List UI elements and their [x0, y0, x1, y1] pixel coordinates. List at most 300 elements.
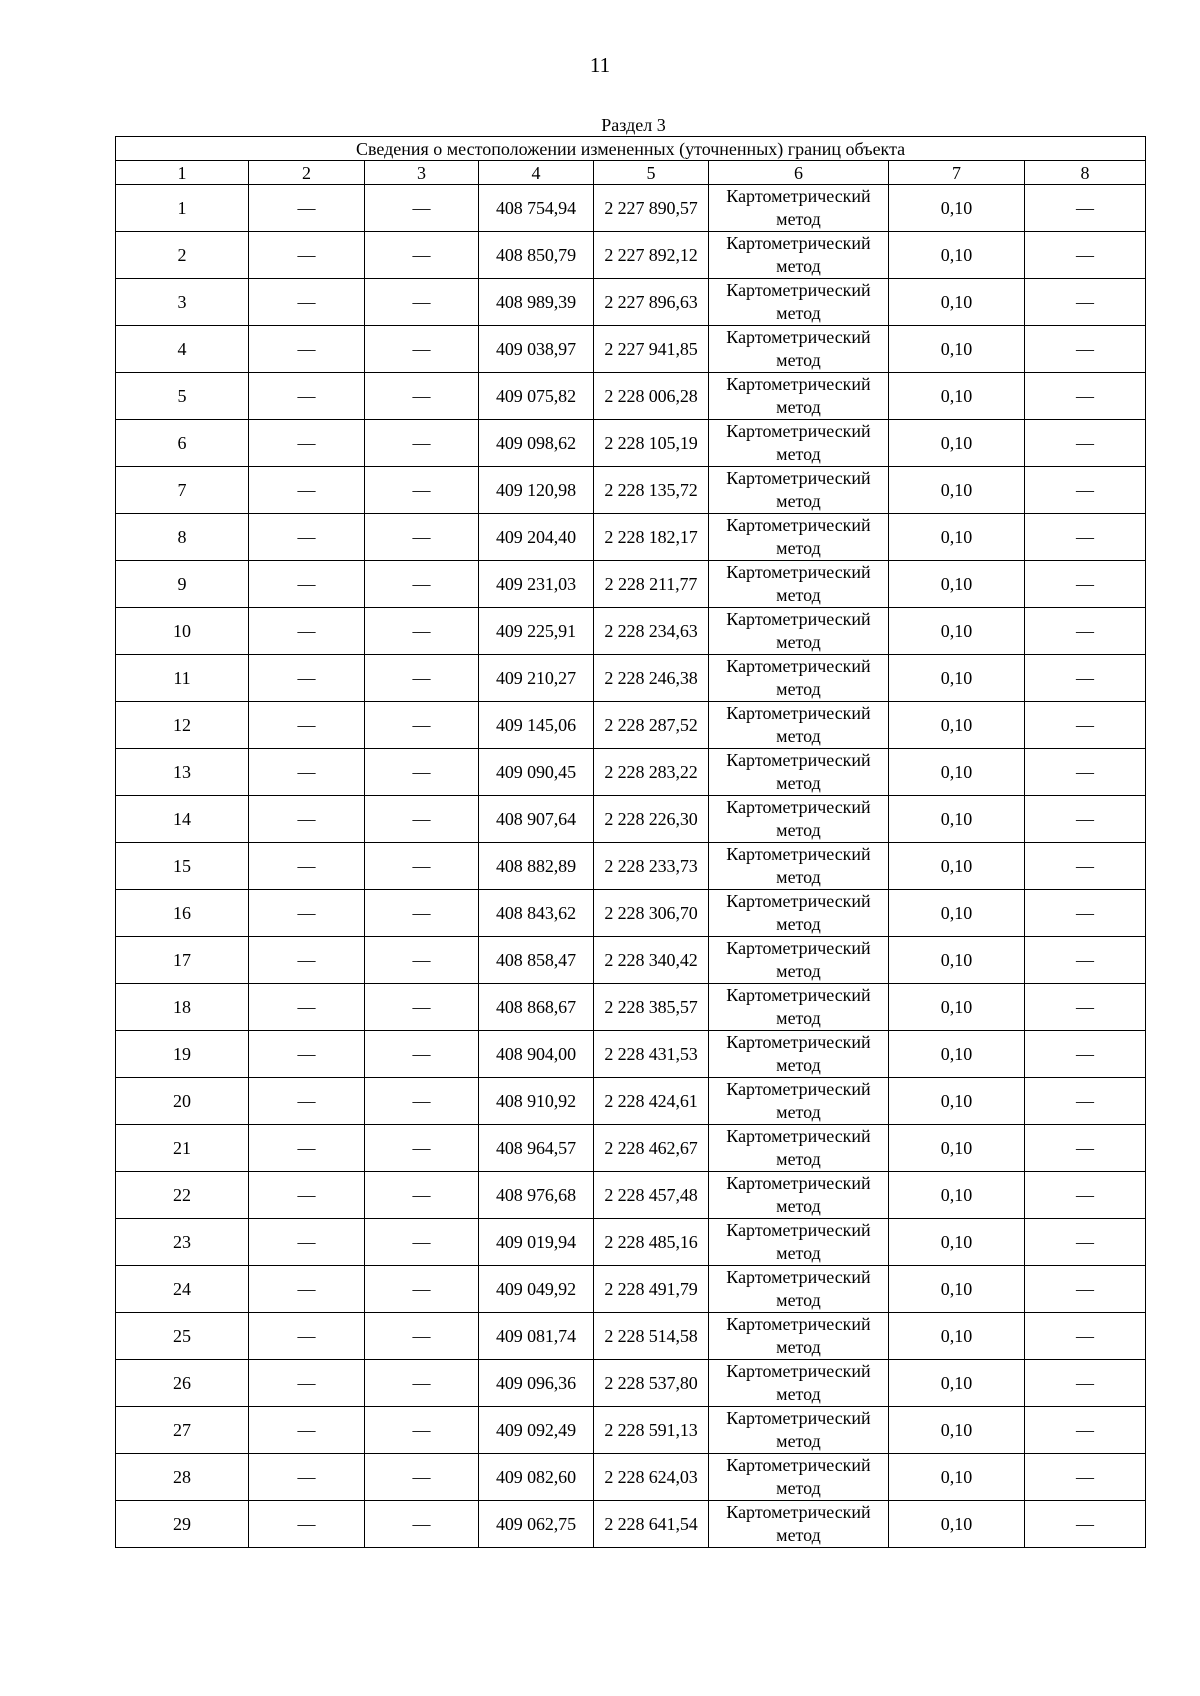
column-3-cell: —	[365, 1313, 479, 1360]
method-label-line1: Картометрический	[726, 1502, 871, 1522]
method-label-line2: метод	[776, 1290, 821, 1310]
column-3-cell: —	[365, 702, 479, 749]
method-cell	[709, 1172, 889, 1219]
table-row	[116, 1219, 1146, 1266]
column-2-cell: —	[249, 702, 365, 749]
accuracy-cell: 0,10	[889, 1219, 1025, 1266]
column-3-cell: —	[365, 608, 479, 655]
column-3-cell: —	[365, 1219, 479, 1266]
y-coordinate-cell: 2 228 385,57	[594, 984, 709, 1031]
method-label-line1: Картометрический	[726, 1267, 871, 1287]
column-2-cell: —	[249, 420, 365, 467]
method-label-line1: Картометрический	[726, 1079, 871, 1099]
accuracy-cell: 0,10	[889, 326, 1025, 373]
method-cell	[709, 984, 889, 1031]
method-label-line1: Картометрический	[726, 186, 871, 206]
method-label-line2: метод	[776, 1149, 821, 1169]
column-3-cell: —	[365, 467, 479, 514]
method-cell	[709, 514, 889, 561]
y-coordinate-cell: 2 228 105,19	[594, 420, 709, 467]
method-cell	[709, 1078, 889, 1125]
point-number-cell: 18	[116, 984, 249, 1031]
method-label-line2: метод	[776, 1102, 821, 1122]
column-8-cell: —	[1025, 1219, 1146, 1266]
column-8-cell: —	[1025, 1454, 1146, 1501]
point-number-cell: 23	[116, 1219, 249, 1266]
method-label-line2: метод	[776, 491, 821, 511]
method-label-line1: Картометрический	[726, 233, 871, 253]
accuracy-cell: 0,10	[889, 608, 1025, 655]
column-header-7: 7	[889, 161, 1025, 185]
method-cell	[709, 702, 889, 749]
accuracy-cell: 0,10	[889, 984, 1025, 1031]
y-coordinate-cell: 2 228 283,22	[594, 749, 709, 796]
point-number-cell: 19	[116, 1031, 249, 1078]
method-label-line1: Картометрический	[726, 1220, 871, 1240]
method-label-line2: метод	[776, 632, 821, 652]
method-label-line2: метод	[776, 1055, 821, 1075]
point-number-cell: 16	[116, 890, 249, 937]
method-label-line1: Картометрический	[726, 938, 871, 958]
point-number-cell: 20	[116, 1078, 249, 1125]
table-row	[116, 749, 1146, 796]
x-coordinate-cell: 409 019,94	[479, 1219, 594, 1266]
y-coordinate-cell: 2 228 006,28	[594, 373, 709, 420]
column-8-cell: —	[1025, 232, 1146, 279]
method-cell	[709, 937, 889, 984]
column-2-cell: —	[249, 1501, 365, 1548]
y-coordinate-cell: 2 227 892,12	[594, 232, 709, 279]
method-cell	[709, 655, 889, 702]
method-cell	[709, 373, 889, 420]
method-label-line2: метод	[776, 397, 821, 417]
accuracy-cell: 0,10	[889, 890, 1025, 937]
boundary-coordinates-table	[115, 136, 1146, 1548]
accuracy-cell: 0,10	[889, 1172, 1025, 1219]
point-number-cell: 10	[116, 608, 249, 655]
y-coordinate-cell: 2 227 890,57	[594, 185, 709, 232]
y-coordinate-cell: 2 228 491,79	[594, 1266, 709, 1313]
table-row	[116, 1407, 1146, 1454]
method-cell	[709, 890, 889, 937]
column-3-cell: —	[365, 420, 479, 467]
method-label-line1: Картометрический	[726, 797, 871, 817]
method-label-line2: метод	[776, 256, 821, 276]
column-2-cell: —	[249, 1125, 365, 1172]
method-label-line2: метод	[776, 1384, 821, 1404]
column-8-cell: —	[1025, 1031, 1146, 1078]
method-label-line2: метод	[776, 1008, 821, 1028]
column-8-cell: —	[1025, 373, 1146, 420]
column-8-cell: —	[1025, 1172, 1146, 1219]
point-number-cell: 21	[116, 1125, 249, 1172]
column-2-cell: —	[249, 890, 365, 937]
table-row	[116, 514, 1146, 561]
method-label-line1: Картометрический	[726, 515, 871, 535]
method-cell	[709, 326, 889, 373]
point-number-cell: 4	[116, 326, 249, 373]
table-row	[116, 702, 1146, 749]
x-coordinate-cell: 408 907,64	[479, 796, 594, 843]
column-2-cell: —	[249, 467, 365, 514]
accuracy-cell: 0,10	[889, 1407, 1025, 1454]
method-label-line1: Картометрический	[726, 1361, 871, 1381]
column-3-cell: —	[365, 1078, 479, 1125]
table-row	[116, 1031, 1146, 1078]
column-header-6: 6	[709, 161, 889, 185]
column-2-cell: —	[249, 937, 365, 984]
x-coordinate-cell: 408 989,39	[479, 279, 594, 326]
point-number-cell: 9	[116, 561, 249, 608]
column-2-cell: —	[249, 279, 365, 326]
column-2-cell: —	[249, 796, 365, 843]
y-coordinate-cell: 2 228 306,70	[594, 890, 709, 937]
column-8-cell: —	[1025, 890, 1146, 937]
column-3-cell: —	[365, 514, 479, 561]
method-label-line2: метод	[776, 1431, 821, 1451]
column-2-cell: —	[249, 561, 365, 608]
y-coordinate-cell: 2 228 485,16	[594, 1219, 709, 1266]
accuracy-cell: 0,10	[889, 1501, 1025, 1548]
column-8-cell: —	[1025, 843, 1146, 890]
column-8-cell: —	[1025, 1360, 1146, 1407]
accuracy-cell: 0,10	[889, 1031, 1025, 1078]
column-3-cell: —	[365, 655, 479, 702]
method-label-line2: метод	[776, 1478, 821, 1498]
column-8-cell: —	[1025, 514, 1146, 561]
column-header-row	[116, 161, 1146, 185]
column-2-cell: —	[249, 1407, 365, 1454]
column-2-cell: —	[249, 1031, 365, 1078]
column-3-cell: —	[365, 1172, 479, 1219]
table-row	[116, 1454, 1146, 1501]
point-number-cell: 5	[116, 373, 249, 420]
table-row	[116, 1125, 1146, 1172]
y-coordinate-cell: 2 228 234,63	[594, 608, 709, 655]
x-coordinate-cell: 409 038,97	[479, 326, 594, 373]
method-label-line2: метод	[776, 726, 821, 746]
accuracy-cell: 0,10	[889, 702, 1025, 749]
point-number-cell: 12	[116, 702, 249, 749]
x-coordinate-cell: 409 210,27	[479, 655, 594, 702]
point-number-cell: 29	[116, 1501, 249, 1548]
page-number: 11	[589, 53, 611, 77]
method-label-line2: метод	[776, 1243, 821, 1263]
y-coordinate-cell: 2 228 624,03	[594, 1454, 709, 1501]
column-2-cell: —	[249, 1219, 365, 1266]
method-label-line2: метод	[776, 867, 821, 887]
column-3-cell: —	[365, 1360, 479, 1407]
method-label-line1: Картометрический	[726, 703, 871, 723]
x-coordinate-cell: 409 081,74	[479, 1313, 594, 1360]
x-coordinate-cell: 408 904,00	[479, 1031, 594, 1078]
y-coordinate-cell: 2 228 182,17	[594, 514, 709, 561]
column-2-cell: —	[249, 655, 365, 702]
method-cell	[709, 749, 889, 796]
column-8-cell: —	[1025, 749, 1146, 796]
x-coordinate-cell: 409 090,45	[479, 749, 594, 796]
column-2-cell: —	[249, 1454, 365, 1501]
point-number-cell: 3	[116, 279, 249, 326]
accuracy-cell: 0,10	[889, 185, 1025, 232]
method-label-line2: метод	[776, 773, 821, 793]
table-caption: Сведения о местоположении измененных (уточненных) границ объекта	[116, 137, 1146, 161]
column-8-cell: —	[1025, 937, 1146, 984]
method-cell	[709, 1454, 889, 1501]
method-label-line1: Картометрический	[726, 327, 871, 347]
x-coordinate-cell: 409 231,03	[479, 561, 594, 608]
table-caption-row	[116, 137, 1146, 161]
method-cell	[709, 608, 889, 655]
accuracy-cell: 0,10	[889, 514, 1025, 561]
column-2-cell: —	[249, 1172, 365, 1219]
x-coordinate-cell: 409 120,98	[479, 467, 594, 514]
method-cell	[709, 467, 889, 514]
x-coordinate-cell: 408 976,68	[479, 1172, 594, 1219]
method-label-line2: метод	[776, 538, 821, 558]
accuracy-cell: 0,10	[889, 843, 1025, 890]
y-coordinate-cell: 2 228 431,53	[594, 1031, 709, 1078]
column-8-cell: —	[1025, 1078, 1146, 1125]
method-label-line1: Картометрический	[726, 656, 871, 676]
method-label-line2: метод	[776, 679, 821, 699]
x-coordinate-cell: 408 882,89	[479, 843, 594, 890]
x-coordinate-cell: 409 096,36	[479, 1360, 594, 1407]
x-coordinate-cell: 409 225,91	[479, 608, 594, 655]
method-cell	[709, 1219, 889, 1266]
table-row	[116, 467, 1146, 514]
table-row	[116, 373, 1146, 420]
x-coordinate-cell: 408 910,92	[479, 1078, 594, 1125]
accuracy-cell: 0,10	[889, 420, 1025, 467]
method-cell	[709, 843, 889, 890]
table-row	[116, 1360, 1146, 1407]
method-label-line1: Картометрический	[726, 562, 871, 582]
column-2-cell: —	[249, 185, 365, 232]
method-cell	[709, 1313, 889, 1360]
accuracy-cell: 0,10	[889, 1266, 1025, 1313]
y-coordinate-cell: 2 228 287,52	[594, 702, 709, 749]
method-cell	[709, 185, 889, 232]
table-row	[116, 1266, 1146, 1313]
column-3-cell: —	[365, 1266, 479, 1313]
column-header-3: 3	[365, 161, 479, 185]
point-number-cell: 8	[116, 514, 249, 561]
method-label-line1: Картометрический	[726, 750, 871, 770]
column-header-2: 2	[249, 161, 365, 185]
y-coordinate-cell: 2 228 135,72	[594, 467, 709, 514]
column-3-cell: —	[365, 984, 479, 1031]
column-3-cell: —	[365, 326, 479, 373]
point-number-cell: 7	[116, 467, 249, 514]
method-cell	[709, 561, 889, 608]
point-number-cell: 27	[116, 1407, 249, 1454]
method-cell	[709, 232, 889, 279]
point-number-cell: 14	[116, 796, 249, 843]
table-row	[116, 1313, 1146, 1360]
accuracy-cell: 0,10	[889, 232, 1025, 279]
column-2-cell: —	[249, 1266, 365, 1313]
x-coordinate-cell: 409 062,75	[479, 1501, 594, 1548]
method-label-line1: Картометрический	[726, 1408, 871, 1428]
method-label-line2: метод	[776, 209, 821, 229]
y-coordinate-cell: 2 228 246,38	[594, 655, 709, 702]
table-row	[116, 655, 1146, 702]
column-3-cell: —	[365, 843, 479, 890]
method-cell	[709, 1360, 889, 1407]
column-8-cell: —	[1025, 420, 1146, 467]
x-coordinate-cell: 408 964,57	[479, 1125, 594, 1172]
column-2-cell: —	[249, 843, 365, 890]
y-coordinate-cell: 2 228 233,73	[594, 843, 709, 890]
column-8-cell: —	[1025, 1266, 1146, 1313]
table-row	[116, 984, 1146, 1031]
point-number-cell: 6	[116, 420, 249, 467]
y-coordinate-cell: 2 228 226,30	[594, 796, 709, 843]
column-8-cell: —	[1025, 984, 1146, 1031]
column-header-1: 1	[116, 161, 249, 185]
point-number-cell: 22	[116, 1172, 249, 1219]
accuracy-cell: 0,10	[889, 1454, 1025, 1501]
column-2-cell: —	[249, 1078, 365, 1125]
accuracy-cell: 0,10	[889, 561, 1025, 608]
column-8-cell: —	[1025, 796, 1146, 843]
method-label-line2: метод	[776, 350, 821, 370]
x-coordinate-cell: 408 754,94	[479, 185, 594, 232]
method-label-line1: Картометрический	[726, 609, 871, 629]
method-label-line2: метод	[776, 1337, 821, 1357]
table-row	[116, 185, 1146, 232]
method-label-line1: Картометрический	[726, 1032, 871, 1052]
accuracy-cell: 0,10	[889, 937, 1025, 984]
point-number-cell: 25	[116, 1313, 249, 1360]
accuracy-cell: 0,10	[889, 1125, 1025, 1172]
y-coordinate-cell: 2 228 537,80	[594, 1360, 709, 1407]
column-8-cell: —	[1025, 655, 1146, 702]
y-coordinate-cell: 2 228 641,54	[594, 1501, 709, 1548]
column-8-cell: —	[1025, 1313, 1146, 1360]
method-cell	[709, 1407, 889, 1454]
x-coordinate-cell: 408 868,67	[479, 984, 594, 1031]
method-label-line1: Картометрический	[726, 1314, 871, 1334]
x-coordinate-cell: 409 098,62	[479, 420, 594, 467]
method-cell	[709, 1125, 889, 1172]
table-row	[116, 843, 1146, 890]
column-3-cell: —	[365, 1501, 479, 1548]
column-2-cell: —	[249, 749, 365, 796]
method-label-line2: метод	[776, 1525, 821, 1545]
accuracy-cell: 0,10	[889, 796, 1025, 843]
accuracy-cell: 0,10	[889, 279, 1025, 326]
table-row	[116, 1078, 1146, 1125]
method-label-line2: метод	[776, 1196, 821, 1216]
method-label-line1: Картометрический	[726, 891, 871, 911]
point-number-cell: 1	[116, 185, 249, 232]
column-8-cell: —	[1025, 702, 1146, 749]
y-coordinate-cell: 2 228 340,42	[594, 937, 709, 984]
column-3-cell: —	[365, 185, 479, 232]
table-row	[116, 1172, 1146, 1219]
method-cell	[709, 420, 889, 467]
point-number-cell: 24	[116, 1266, 249, 1313]
table-body	[116, 137, 1146, 1548]
column-8-cell: —	[1025, 185, 1146, 232]
column-8-cell: —	[1025, 1407, 1146, 1454]
method-label-line2: метод	[776, 820, 821, 840]
column-8-cell: —	[1025, 326, 1146, 373]
method-label-line2: метод	[776, 961, 821, 981]
column-3-cell: —	[365, 232, 479, 279]
method-label-line1: Картометрический	[726, 280, 871, 300]
x-coordinate-cell: 408 843,62	[479, 890, 594, 937]
column-3-cell: —	[365, 1454, 479, 1501]
column-3-cell: —	[365, 561, 479, 608]
table-row	[116, 232, 1146, 279]
method-label-line1: Картометрический	[726, 985, 871, 1005]
table-row	[116, 796, 1146, 843]
x-coordinate-cell: 409 075,82	[479, 373, 594, 420]
point-number-cell: 17	[116, 937, 249, 984]
point-number-cell: 28	[116, 1454, 249, 1501]
method-label-line1: Картометрический	[726, 468, 871, 488]
method-cell	[709, 1031, 889, 1078]
method-label-line1: Картометрический	[726, 421, 871, 441]
column-header-4: 4	[479, 161, 594, 185]
method-label-line1: Картометрический	[726, 1173, 871, 1193]
x-coordinate-cell: 409 049,92	[479, 1266, 594, 1313]
table-row	[116, 420, 1146, 467]
method-label-line1: Картометрический	[726, 844, 871, 864]
accuracy-cell: 0,10	[889, 1360, 1025, 1407]
column-2-cell: —	[249, 608, 365, 655]
table-row	[116, 561, 1146, 608]
method-label-line1: Картометрический	[726, 1455, 871, 1475]
accuracy-cell: 0,10	[889, 1313, 1025, 1360]
method-cell	[709, 1501, 889, 1548]
point-number-cell: 15	[116, 843, 249, 890]
column-3-cell: —	[365, 890, 479, 937]
column-8-cell: —	[1025, 279, 1146, 326]
method-label-line2: метод	[776, 444, 821, 464]
point-number-cell: 26	[116, 1360, 249, 1407]
column-8-cell: —	[1025, 608, 1146, 655]
column-3-cell: —	[365, 1125, 479, 1172]
method-label-line2: метод	[776, 914, 821, 934]
y-coordinate-cell: 2 228 457,48	[594, 1172, 709, 1219]
table-row	[116, 326, 1146, 373]
method-label-line1: Картометрический	[726, 374, 871, 394]
column-2-cell: —	[249, 984, 365, 1031]
accuracy-cell: 0,10	[889, 1078, 1025, 1125]
y-coordinate-cell: 2 228 591,13	[594, 1407, 709, 1454]
column-2-cell: —	[249, 373, 365, 420]
method-label-line1: Картометрический	[726, 1126, 871, 1146]
point-number-cell: 11	[116, 655, 249, 702]
column-2-cell: —	[249, 1313, 365, 1360]
column-2-cell: —	[249, 232, 365, 279]
column-3-cell: —	[365, 749, 479, 796]
column-2-cell: —	[249, 326, 365, 373]
column-header-8: 8	[1025, 161, 1146, 185]
x-coordinate-cell: 409 082,60	[479, 1454, 594, 1501]
x-coordinate-cell: 409 204,40	[479, 514, 594, 561]
accuracy-cell: 0,10	[889, 373, 1025, 420]
x-coordinate-cell: 408 850,79	[479, 232, 594, 279]
method-cell	[709, 279, 889, 326]
method-label-line2: метод	[776, 303, 821, 323]
column-8-cell: —	[1025, 561, 1146, 608]
y-coordinate-cell: 2 228 462,67	[594, 1125, 709, 1172]
